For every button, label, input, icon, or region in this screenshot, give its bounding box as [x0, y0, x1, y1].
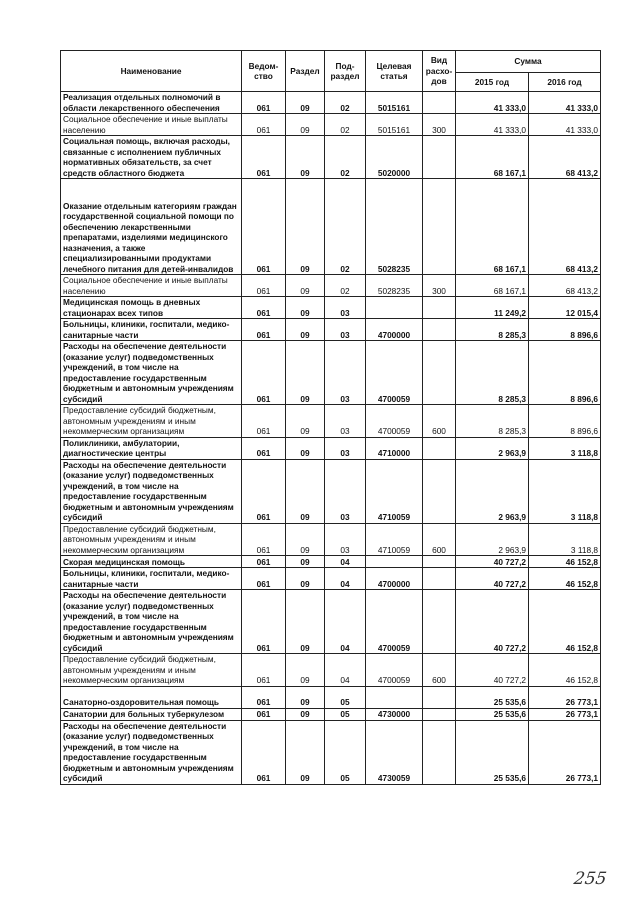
cell-2016: 8 896,6 [529, 341, 601, 405]
cell-subsection: 03 [325, 405, 366, 438]
cell-dept: 061 [242, 568, 286, 590]
cell-section: 09 [286, 590, 325, 654]
page-number: 255 [572, 869, 608, 889]
cell-subsection: 04 [325, 590, 366, 654]
cell-target: 4700059 [366, 654, 423, 687]
cell-2015: 2 963,9 [456, 523, 529, 556]
cell-name: Расходы на обеспечение деятельности (оказание услуг) подведомственных учреждений, в том числе на предоставление государственным бюджетным и автономным учреждениям субсидий [61, 590, 242, 654]
cell-subsection: 04 [325, 654, 366, 687]
cell-dept: 061 [242, 654, 286, 687]
cell-dept: 061 [242, 275, 286, 297]
cell-target: 4700059 [366, 405, 423, 438]
cell-2015: 2 963,9 [456, 437, 529, 459]
cell-target [366, 556, 423, 568]
cell-subsection: 02 [325, 114, 366, 136]
cell-subsection: 03 [325, 523, 366, 556]
cell-section: 09 [286, 179, 325, 275]
table-row [61, 92, 601, 114]
cell-2016: 41 333,0 [529, 92, 601, 114]
cell-name: Медицинская помощь в дневных стационарах всех типов [61, 297, 242, 319]
header-section: Раздел [286, 51, 325, 92]
cell-type [423, 437, 456, 459]
cell-dept: 061 [242, 297, 286, 319]
cell-dept: 061 [242, 523, 286, 556]
table-row [61, 568, 601, 590]
cell-dept: 061 [242, 437, 286, 459]
table-row [61, 405, 601, 438]
table-row [61, 590, 601, 654]
cell-section: 09 [286, 523, 325, 556]
table-row [61, 686, 601, 708]
cell-type [423, 136, 456, 179]
cell-name: Предоставление субсидий бюджетным, автономным учреждениям и иным некоммерческим организациям [61, 523, 242, 556]
cell-section: 09 [286, 405, 325, 438]
cell-target: 4730059 [366, 720, 423, 784]
cell-subsection: 03 [325, 437, 366, 459]
cell-2016: 46 152,8 [529, 590, 601, 654]
cell-2015: 8 285,3 [456, 341, 529, 405]
table-row [61, 720, 601, 784]
cell-2016: 68 413,2 [529, 136, 601, 179]
cell-type [423, 179, 456, 275]
cell-name: Социальная помощь, включая расходы, связанные с исполнением публичных нормативных обязательств, за счет средств областного бюджета [61, 136, 242, 179]
header-target: Целевая статья [366, 51, 423, 92]
cell-name: Расходы на обеспечение деятельности (оказание услуг) подведомственных учреждений, в том числе на предоставление государственным бюджетным и автономным учреждениям субсидий [61, 459, 242, 523]
cell-subsection: 04 [325, 568, 366, 590]
cell-section: 09 [286, 114, 325, 136]
cell-2015: 68 167,1 [456, 136, 529, 179]
table-row [61, 136, 601, 179]
cell-type: 600 [423, 405, 456, 438]
cell-name: Социальное обеспечение и иные выплаты населению [61, 114, 242, 136]
table-row [61, 437, 601, 459]
cell-target: 4700000 [366, 568, 423, 590]
cell-2016: 46 152,8 [529, 568, 601, 590]
cell-type [423, 708, 456, 720]
cell-target: 5015161 [366, 114, 423, 136]
header-name: Наименование [61, 51, 242, 92]
cell-section: 09 [286, 556, 325, 568]
cell-section: 09 [286, 568, 325, 590]
cell-section: 09 [286, 720, 325, 784]
cell-2016: 26 773,1 [529, 686, 601, 708]
cell-target: 4710000 [366, 437, 423, 459]
cell-dept: 061 [242, 92, 286, 114]
cell-name: Предоставление субсидий бюджетным, автономным учреждениям и иным некоммерческим организациям [61, 405, 242, 438]
cell-section: 09 [286, 708, 325, 720]
cell-dept: 061 [242, 405, 286, 438]
cell-dept: 061 [242, 590, 286, 654]
cell-2015: 41 333,0 [456, 114, 529, 136]
cell-2015: 8 285,3 [456, 405, 529, 438]
header-2016: 2016 год [529, 73, 601, 92]
cell-2015: 40 727,2 [456, 654, 529, 687]
cell-target: 4700059 [366, 341, 423, 405]
table-row [61, 297, 601, 319]
cell-section: 09 [286, 319, 325, 341]
cell-name: Больницы, клиники, госпитали, медико-санитарные части [61, 568, 242, 590]
cell-subsection: 02 [325, 136, 366, 179]
cell-target [366, 297, 423, 319]
cell-dept: 061 [242, 136, 286, 179]
header-type: Вид расхо-дов [423, 51, 456, 92]
cell-2015: 41 333,0 [456, 92, 529, 114]
cell-2016: 26 773,1 [529, 720, 601, 784]
cell-2016: 26 773,1 [529, 708, 601, 720]
cell-dept: 061 [242, 179, 286, 275]
cell-name: Санатории для больных туберкулезом [61, 708, 242, 720]
cell-subsection: 02 [325, 179, 366, 275]
cell-2015: 11 249,2 [456, 297, 529, 319]
table-row [61, 654, 601, 687]
cell-subsection: 04 [325, 556, 366, 568]
cell-dept: 061 [242, 459, 286, 523]
cell-2016: 46 152,8 [529, 556, 601, 568]
header-2015: 2015 год [456, 73, 529, 92]
cell-name: Поликлиники, амбулатории, диагностические центры [61, 437, 242, 459]
cell-type [423, 319, 456, 341]
cell-2015: 68 167,1 [456, 275, 529, 297]
cell-name: Оказание отдельным категориям граждан государственной социальной помощи по обеспечению лекарственными препаратами, изделиями медицинского назначения, а также специализированными продуктами лечебного питания для детей-инвалидов [61, 179, 242, 275]
cell-type [423, 92, 456, 114]
cell-target: 5028235 [366, 275, 423, 297]
cell-name: Предоставление субсидий бюджетным, автономным учреждениям и иным некоммерческим организациям [61, 654, 242, 687]
cell-2015: 8 285,3 [456, 319, 529, 341]
cell-2016: 3 118,8 [529, 523, 601, 556]
cell-subsection: 05 [325, 686, 366, 708]
cell-section: 09 [286, 341, 325, 405]
cell-2016: 3 118,8 [529, 437, 601, 459]
cell-section: 09 [286, 92, 325, 114]
table-row [61, 523, 601, 556]
cell-target: 4710059 [366, 459, 423, 523]
cell-2015: 25 535,6 [456, 686, 529, 708]
table-row [61, 459, 601, 523]
cell-subsection: 03 [325, 297, 366, 319]
cell-target: 4700059 [366, 590, 423, 654]
cell-name: Скорая медицинская помощь [61, 556, 242, 568]
cell-2015: 40 727,2 [456, 590, 529, 654]
cell-type [423, 297, 456, 319]
cell-type: 300 [423, 114, 456, 136]
table-row [61, 341, 601, 405]
cell-type: 600 [423, 523, 456, 556]
cell-section: 09 [286, 654, 325, 687]
cell-type [423, 686, 456, 708]
cell-dept: 061 [242, 114, 286, 136]
table-row [61, 179, 601, 275]
header-dept: Ведом-ство [242, 51, 286, 92]
cell-name: Расходы на обеспечение деятельности (оказание услуг) подведомственных учреждений, в том числе на предоставление государственным бюджетным и автономным учреждениям субсидий [61, 341, 242, 405]
cell-target: 4710059 [366, 523, 423, 556]
cell-2016: 68 413,2 [529, 275, 601, 297]
cell-2016: 68 413,2 [529, 179, 601, 275]
cell-2015: 40 727,2 [456, 568, 529, 590]
cell-2016: 8 896,6 [529, 405, 601, 438]
cell-name: Реализация отдельных полномочий в области лекарственного обеспечения [61, 92, 242, 114]
table-row [61, 319, 601, 341]
cell-dept: 061 [242, 556, 286, 568]
cell-section: 09 [286, 275, 325, 297]
cell-name: Больницы, клиники, госпитали, медико-санитарные части [61, 319, 242, 341]
cell-type [423, 459, 456, 523]
cell-target: 5028235 [366, 179, 423, 275]
cell-2016: 41 333,0 [529, 114, 601, 136]
cell-2016: 8 896,6 [529, 319, 601, 341]
cell-subsection: 05 [325, 720, 366, 784]
header-sum: Сумма [456, 51, 601, 73]
cell-2016: 3 118,8 [529, 459, 601, 523]
cell-2015: 25 535,6 [456, 708, 529, 720]
cell-type [423, 590, 456, 654]
cell-target: 5020000 [366, 136, 423, 179]
cell-section: 09 [286, 459, 325, 523]
cell-dept: 061 [242, 686, 286, 708]
cell-section: 09 [286, 136, 325, 179]
cell-2015: 2 963,9 [456, 459, 529, 523]
cell-subsection: 02 [325, 92, 366, 114]
cell-dept: 061 [242, 341, 286, 405]
cell-dept: 061 [242, 708, 286, 720]
cell-type: 600 [423, 654, 456, 687]
cell-subsection: 02 [325, 275, 366, 297]
cell-type [423, 568, 456, 590]
cell-2015: 40 727,2 [456, 556, 529, 568]
cell-name: Санаторно-оздоровительная помощь [61, 686, 242, 708]
header-subsection: Под-раздел [325, 51, 366, 92]
cell-type: 300 [423, 275, 456, 297]
table-row [61, 708, 601, 720]
table-row [61, 114, 601, 136]
cell-target [366, 686, 423, 708]
cell-type [423, 720, 456, 784]
cell-2016: 46 152,8 [529, 654, 601, 687]
cell-target: 5015161 [366, 92, 423, 114]
cell-2015: 68 167,1 [456, 179, 529, 275]
cell-target: 4730000 [366, 708, 423, 720]
cell-section: 09 [286, 437, 325, 459]
cell-2015: 25 535,6 [456, 720, 529, 784]
cell-subsection: 03 [325, 459, 366, 523]
budget-table [60, 50, 601, 785]
cell-type [423, 556, 456, 568]
table-body [61, 92, 601, 785]
table-header [61, 51, 601, 92]
table-row [61, 275, 601, 297]
cell-type [423, 341, 456, 405]
cell-dept: 061 [242, 319, 286, 341]
cell-subsection: 03 [325, 319, 366, 341]
cell-name: Расходы на обеспечение деятельности (оказание услуг) подведомственных учреждений, в том числе на предоставление государственным бюджетным и автономным учреждениям субсидий [61, 720, 242, 784]
cell-section: 09 [286, 297, 325, 319]
cell-dept: 061 [242, 720, 286, 784]
cell-target: 4700000 [366, 319, 423, 341]
cell-2016: 12 015,4 [529, 297, 601, 319]
cell-subsection: 05 [325, 708, 366, 720]
table-row [61, 556, 601, 568]
cell-section: 09 [286, 686, 325, 708]
cell-subsection: 03 [325, 341, 366, 405]
cell-name: Социальное обеспечение и иные выплаты населению [61, 275, 242, 297]
